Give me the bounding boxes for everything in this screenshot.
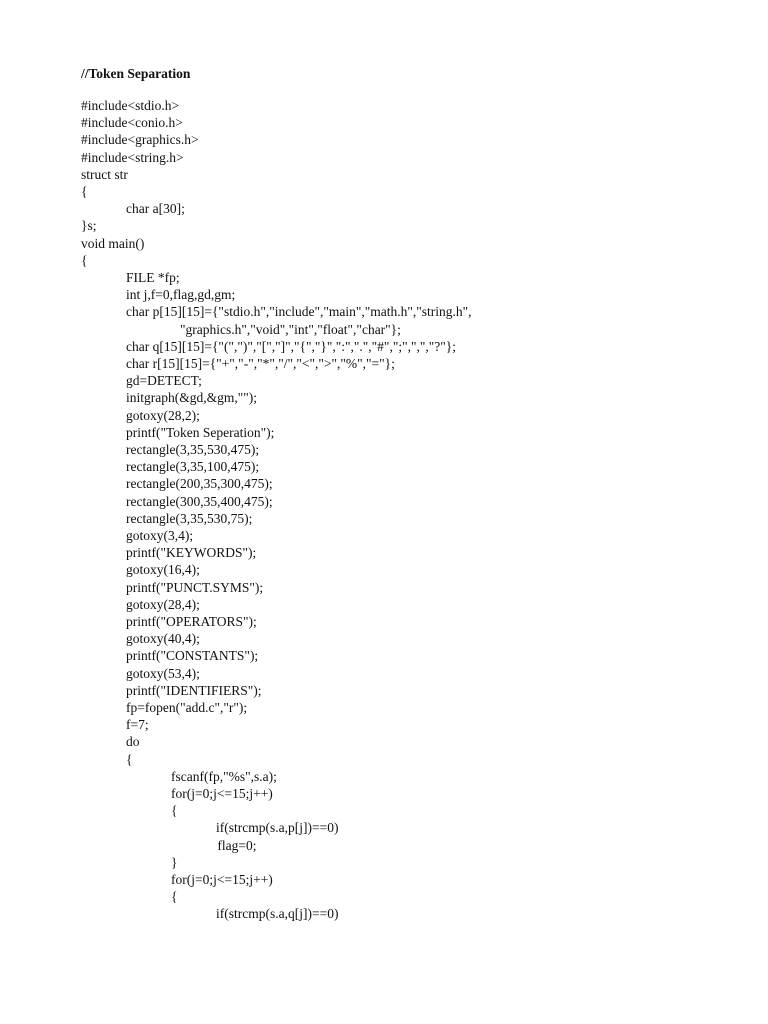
code-line: #include<conio.h> — [81, 115, 183, 131]
code-line: gotoxy(16,4); — [126, 562, 200, 578]
code-line: gotoxy(53,4); — [126, 665, 200, 681]
code-line: rectangle(300,35,400,475); — [126, 493, 273, 509]
code-line: fp=fopen("add.c","r"); — [126, 700, 248, 715]
code-line: gd=DETECT; — [126, 373, 202, 389]
code-line: printf("IDENTIFIERS"); — [126, 682, 262, 698]
code-line: FILE *fp; — [126, 270, 180, 285]
code-line: printf("Token Seperation"); — [126, 424, 275, 440]
code-line: rectangle(3,35,100,475); — [126, 459, 260, 475]
code-line: struct str — [81, 166, 128, 182]
code-line: for(j=0;j<=15;j++) — [171, 872, 273, 887]
code-line: } — [171, 854, 178, 870]
code-line: for(j=0;j<=15;j++) — [171, 786, 273, 801]
code-line: #include<graphics.h> — [81, 132, 199, 148]
code-line: rectangle(3,35,530,75); — [126, 510, 253, 526]
code-line: }s; — [81, 218, 97, 234]
code-line: rectangle(3,35,530,475); — [126, 442, 260, 457]
code-line: #include<string.h> — [81, 149, 184, 165]
code-line: #include<stdio.h> — [81, 98, 180, 113]
code-line: char q[15][15]={"(",")","[","]","{","}",":",".","#",";",",","?"}; — [126, 338, 456, 354]
code-line: { — [126, 751, 133, 767]
code-line: printf("CONSTANTS"); — [126, 648, 259, 664]
code-line: gotoxy(40,4); — [126, 631, 200, 647]
code-line: rectangle(200,35,300,475); — [126, 476, 273, 492]
code-line: printf("KEYWORDS"); — [126, 545, 257, 561]
code-line: if(strcmp(s.a,q[j])==0) — [216, 906, 339, 922]
code-line: int j,f=0,flag,gd,gm; — [126, 287, 236, 303]
document-title: //Token Separation — [81, 66, 191, 81]
code-line: { — [171, 889, 178, 905]
code-line: do — [126, 734, 140, 750]
code-line: f=7; — [126, 717, 149, 733]
code-line: char a[30]; — [126, 201, 185, 217]
code-line: char p[15][15]={"stdio.h","include","main","math.h","string.h", — [126, 304, 472, 320]
code-line: initgraph(&gd,&gm,""); — [126, 390, 258, 406]
code-line: flag=0; — [217, 837, 257, 853]
code-line: "graphics.h","void","int","float","char"}; — [180, 321, 401, 337]
code-line: { — [171, 803, 178, 819]
code-line: printf("OPERATORS"); — [126, 614, 257, 629]
code-line: gotoxy(28,4); — [126, 596, 200, 612]
code-line: if(strcmp(s.a,p[j])==0) — [216, 820, 339, 836]
code-line: fscanf(fp,"%s",s.a); — [171, 768, 277, 784]
code-line: { — [81, 252, 88, 268]
code-line: void main() — [81, 235, 145, 251]
code-line: char r[15][15]={"+","-","*","/","<",">","%","="}; — [126, 356, 395, 371]
code-line: gotoxy(3,4); — [126, 528, 194, 543]
code-line: printf("PUNCT.SYMS"); — [126, 579, 264, 595]
code-line: gotoxy(28,2); — [126, 407, 200, 423]
code-line: { — [81, 184, 88, 199]
